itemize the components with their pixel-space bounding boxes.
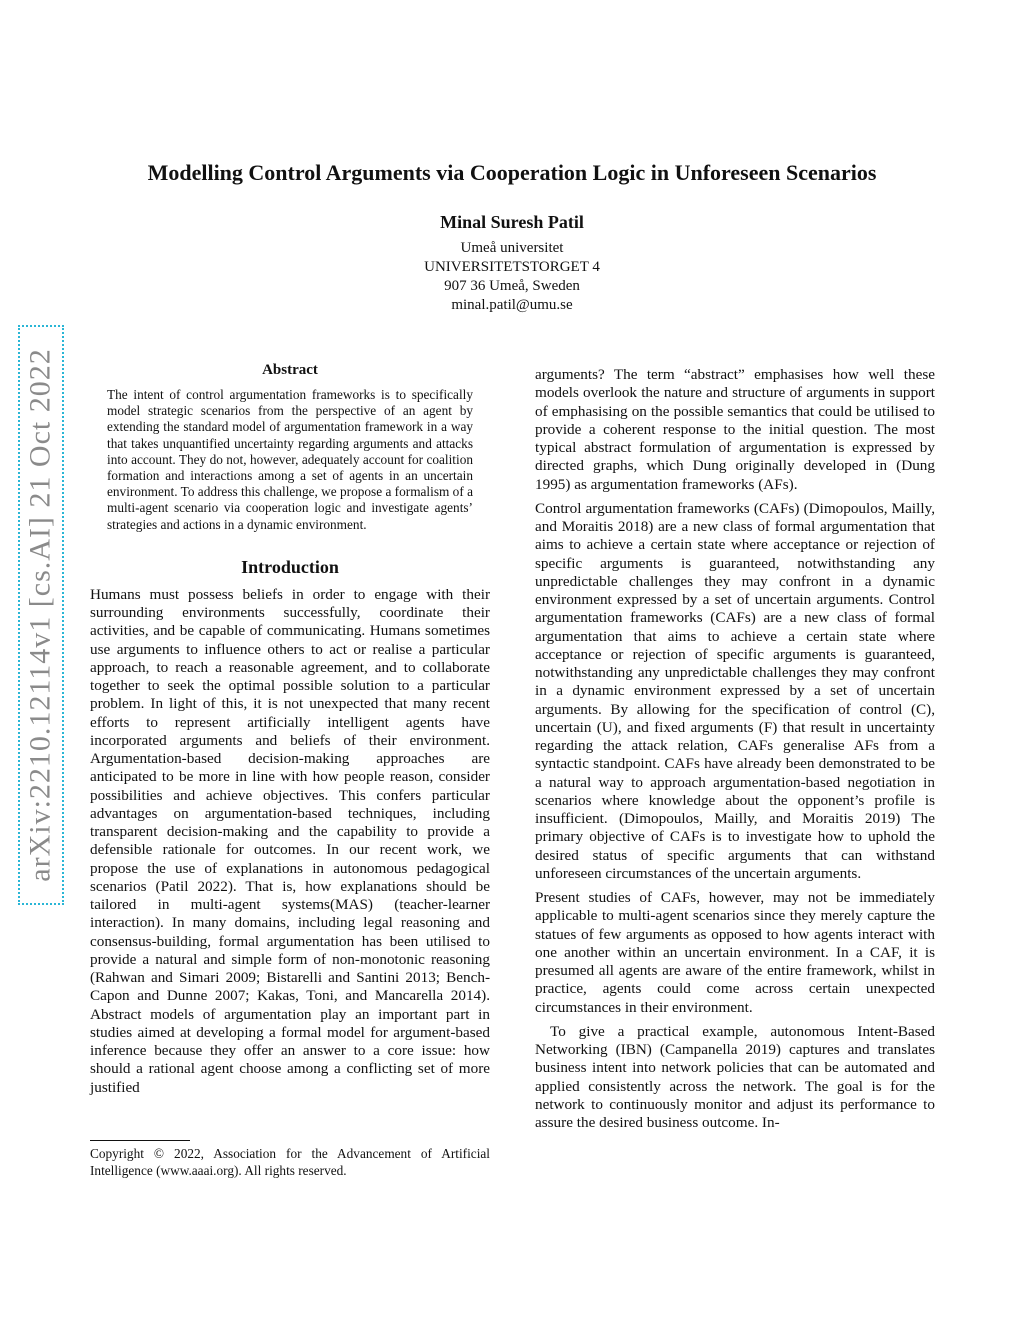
arxiv-identifier-stamp [18,325,64,905]
body-paragraph: Control argumentation frameworks (CAFs) (Dimopoulos, Mailly, and Moraitis 2018) are a new class of formal argumentation that aims to achieve a certain state where acceptance or rejection of specific arguments is guaranteed, notwithstanding any unpredictable challenges they may confront in a dynamic environment expressed by a set of uncertain arguments. Control argumentation frameworks (CAFs) are a new class of formal argumentation that aims to achieve a certain state where acceptance or rejection of specific arguments is guaranteed, notwithstanding any unpredictable challenges they may confront in a dynamic environment expressed by a set of uncertain arguments. By allowing for the specification of control (C), uncertain (U), and fixed arguments (F) that result in uncertainty regarding the attack relation, CAFs generalise AFs from a syntactic standpoint. CAFs have already been demonstrated to be a natural way to approach argumentation-based negotiation in scenarios where knowledge about the opponent’s profile is insufficient. (Dimopoulos, Mailly, and Moraitis 2019) The primary objective of CAFs is to investigate how to uphold the desired status of specific arguments that can withstand unforeseen circumstances of the uncertain arguments. [535,499,935,882]
body-paragraph: arguments? The term “abstract” emphasises how well these models overlook the nature and structure of arguments in support of emphasising on the possible semantics that could be utilised to provide a coherent response to the initial question. The most typical abstract formulation of argumentation is expressed by directed graphs, which Dung originally developed in (Dung 1995) as argumentation frameworks (AFs). [535,366,935,493]
affiliation-street: UNIVERSITETSTORGET 4 [424,259,600,275]
left-column [90,362,490,1097]
footnote-rule [90,1140,190,1141]
copyright-text: Copyright © 2022, Association for the Advancement of Artificial Intelligence (www.aaai.org). All rights reserved. [90,1146,490,1178]
abstract-text: The intent of control argumentation frameworks is to specifically model strategic scenarios from the perspective of an agent by extending the standard model of argumentation framework in a way that takes unquantified uncertainty regarding arguments and attacks into account. They do not, however, adequately account for coalition formation and interactions among a set of agents in an uncertain environment. To address this challenge, we propose a formalism of a multi-agent scenario via cooperation logic and investigate agents’ strategies and actions in a dynamic environment. [107,387,473,532]
introduction-heading: Introduction [241,556,339,577]
introduction-paragraph: Humans must possess beliefs in order to engage with their surrounding environments successfully, coordinate their activities, and be capable of communicating. Humans sometimes use arguments to influence others to act or realise a particular approach, to reach a reasonable agreement, and to collaborate together to seek the optimal possible solution to a particular problem. In light of this, it is not unexpected that many recent efforts to represent artificially intelligent agents have incorporated arguments and beliefs of their environment. Argumentation-based decision-making approaches are anticipated to be more in line with how people reason, consider possibilities and achieve objectives. This confers particular advantages on argumentation-based techniques, including transparent decision-making and the capability to provide a defensible rationale for outcomes. In our recent work, we propose the use of explanations in autonomous pedagogical scenarios (Patil 2022). That is, how explanations should be tailored in multi-agent systems(MAS) (teacher-learner interaction). In many domains, including legal reasoning and consensus-building, formal argumentation has been utilised to provide a natural and simple form of non-monotonic reasoning (Rahwan and Simari 2009; Bistarelli and Santini 2013; Bench-Capon and Dunne 2007; Kakas, Toni, and Mancarella 2014). Abstract models of argumentation play an important part in studies aimed at developing a formal model for argument-based inference because they offer an answer to a core issue: how should a rational agent choose among a conflicting set of more justified [90,585,490,1096]
author-name: Minal Suresh Patil [440,212,584,232]
body-paragraph: Present studies of CAFs, however, may not be immediately applicable to multi-agent scenarios since they merely capture the statues of few arguments as opposed to how agents interact with one another within an uncertain environment. In a CAF, it is presumed all agents are aware of the entire framework, whilst in practice, agents could come across certain unexpected circumstances in their environment. [535,889,935,1016]
arxiv-id-text: arXiv:2210.12114v1 [cs.AI] 21 Oct 2022 [24,348,57,882]
author-block [262,212,762,315]
affiliation-city: 907 36 Umeå, Sweden [444,278,580,294]
abstract-heading: Abstract [262,362,318,378]
copyright-footnote [90,1140,490,1179]
right-column [535,366,935,1132]
body-paragraph: To give a practical example, autonomous Intent-Based Networking (IBN) (Campanella 2019) captures and translates business intent into network policies that can be automated and applied consistently across the network. The goal is for the network to continuously monitor and adjust its performance to assure the desired business outcome. In- [535,1022,935,1131]
affiliation-university: Umeå universitet [460,240,564,256]
paper-title: Modelling Control Arguments via Cooperation Logic in Unforeseen Scenarios [147,160,877,185]
author-email: minal.patil@umu.se [451,297,573,313]
